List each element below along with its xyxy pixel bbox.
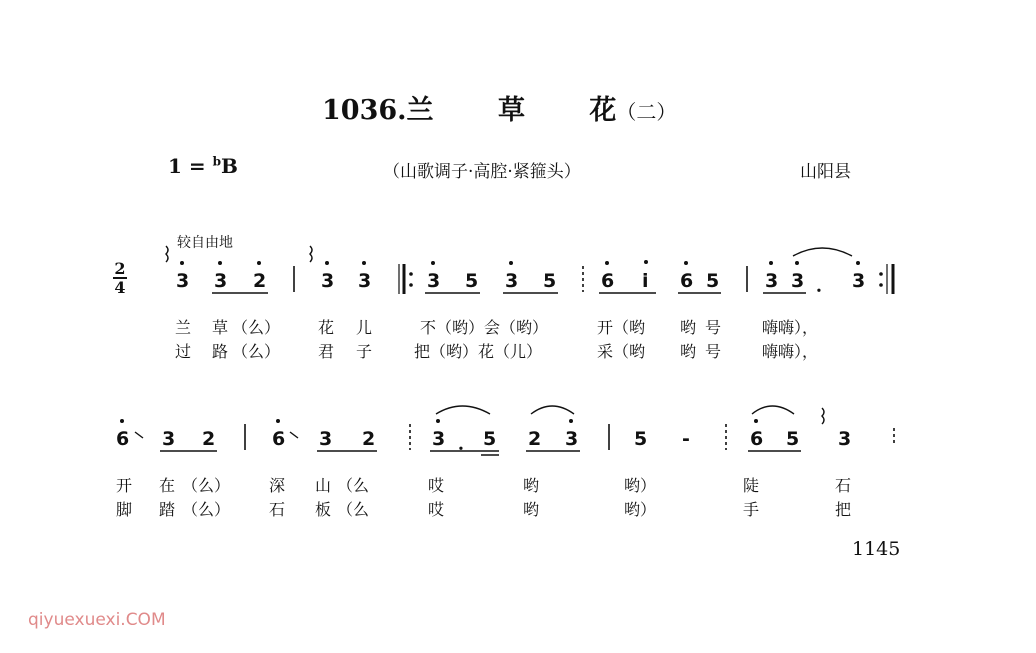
title-paren: （二） [616,100,677,124]
lyric: 脚 [116,500,133,519]
lyric: 嗨嗨）， [762,318,819,337]
watermark: qiyuexuexi.COM [28,610,166,630]
dot [218,261,222,265]
lyric: 山 [315,476,332,495]
note: 3 [565,428,579,450]
lyric: 踏 [159,500,176,519]
note: 3 [505,270,519,292]
title-word-1: 兰 [406,95,434,126]
lyric: 兰 [175,318,192,337]
note: ． [816,274,836,296]
note: 5 [483,428,497,450]
note: 3 [176,270,190,292]
meter-top: 2 [114,259,126,278]
note: 3 [852,270,866,292]
note: 3 [358,270,372,292]
lyric: 石 [835,476,852,495]
page-number: 1145 [852,538,901,560]
lyric: 嗨嗨）， [762,342,819,361]
beams [160,293,806,455]
note: 6 [272,428,286,450]
note: 5 [706,270,720,292]
dot [362,261,366,265]
lyric: 在 [159,476,176,495]
lyric: 哟 [523,476,540,495]
dot [856,261,860,265]
lyric: 不（哟）会（哟） [420,318,549,337]
dot [325,261,329,265]
note: ． [458,432,478,454]
note: 5 [543,270,557,292]
note: 3 [214,270,228,292]
lyric: 石 [269,500,286,519]
lyric: 儿 [356,318,373,337]
lyric: 哟） [624,476,657,495]
lyric: （么） [232,342,281,361]
dot [509,261,513,265]
note: 6 [680,270,694,292]
note: 5 [465,270,479,292]
lyric: 哟 [680,342,697,361]
lyric: 花 [318,318,335,337]
note: 3 [162,428,176,450]
lyric: 路 [212,342,229,361]
repeat-dot [879,272,883,276]
note: - [682,428,690,450]
lyric: （么） [232,318,281,337]
note: 5 [634,428,648,450]
lyric: 草 [212,318,229,337]
repeat-dot [409,272,413,276]
note: 3 [791,270,805,292]
lyric: 号 [705,342,722,361]
flat-sign: b [212,154,221,169]
lyric: 手 [743,500,760,519]
dot [436,419,440,423]
note: 3 [319,428,333,450]
dot [644,260,648,264]
slur [531,406,574,414]
lyric: 板 [315,500,332,519]
dot [431,261,435,265]
genre-label: （山歌调子·高腔·紧箍头） [383,162,581,182]
grace-mark [310,246,312,262]
title-word-3: 花 [589,95,617,126]
octave-dots [120,260,883,423]
lyric: （么 [337,500,370,519]
dot [180,261,184,265]
meter-bottom: 4 [114,278,126,297]
grace-mark [822,408,824,424]
title-number: 1036. [322,95,407,126]
slurs [135,246,852,438]
lyric: 开（哟 [597,318,646,337]
lyric: （么） [182,500,231,519]
lyric: （么） [182,476,231,495]
lyric: 深 [269,476,286,495]
dot [257,261,261,265]
dot [684,261,688,265]
dot [276,419,280,423]
note: 6 [116,428,130,450]
note: i [642,270,649,292]
lyric: 君 [318,342,335,361]
slur [436,406,490,414]
note: 6 [601,270,615,292]
note: 6 [750,428,764,450]
repeat-dot [879,283,883,287]
dot [795,261,799,265]
note: 3 [838,428,852,450]
note: 2 [362,428,376,450]
lyric: 把（哟）花（儿） [414,342,543,361]
county-label: 山阳县 [800,162,851,182]
dot [120,419,124,423]
lyric: 陡 [743,476,760,495]
lyric: 号 [705,318,722,337]
dot [569,419,573,423]
note: 3 [432,428,446,450]
lyric: 采（哟 [597,342,646,361]
breath-mark [135,432,143,438]
note: 3 [427,270,441,292]
dot [769,261,773,265]
grace-mark [166,246,168,262]
note: 3 [321,270,335,292]
lyric: 过 [175,342,192,361]
lyric: 把 [835,500,852,519]
slur [793,248,852,256]
lyric: 子 [356,342,373,361]
note: 2 [253,270,267,292]
lyric: 哟） [624,500,657,519]
note: 2 [202,428,216,450]
lyric: （么 [337,476,370,495]
lyric: 哎 [428,500,445,519]
lyric: 哟 [523,500,540,519]
title-word-2: 草 [497,95,525,126]
key-prefix: 1 = [168,154,213,178]
note: 5 [786,428,800,450]
tempo-marking: 较自由地 [177,235,233,251]
slur [752,406,794,414]
lyric: 开 [116,476,133,495]
breath-mark [290,432,298,438]
note: 2 [528,428,542,450]
dot [754,419,758,423]
lyric: 哎 [428,476,445,495]
key-note: B [221,154,238,178]
repeat-dot [409,283,413,287]
lyric: 哟 [680,318,697,337]
note: 3 [765,270,779,292]
dot [605,261,609,265]
